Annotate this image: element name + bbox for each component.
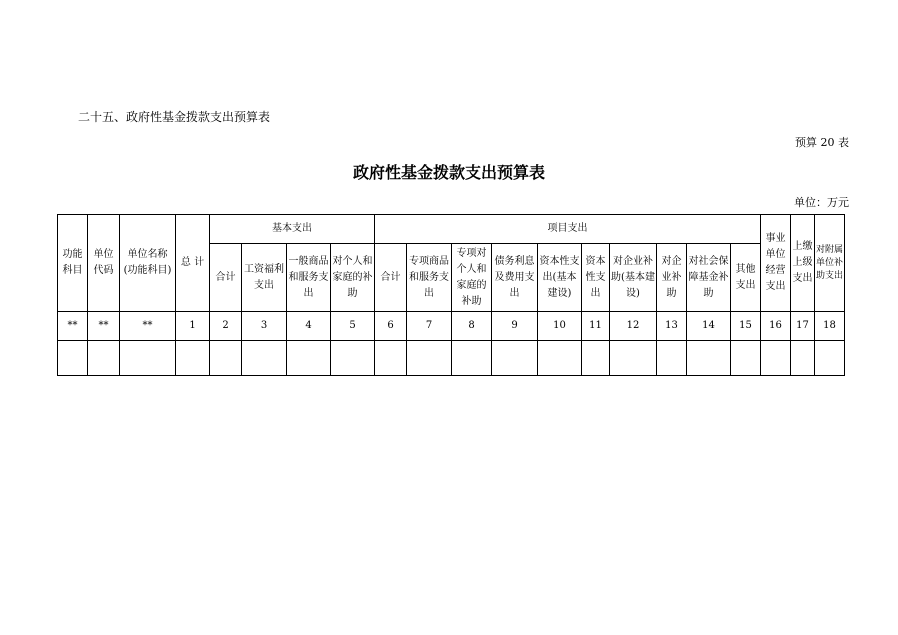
index-cell: 18 bbox=[815, 312, 845, 341]
header-project-col: 债务利息及费用支出 bbox=[492, 244, 538, 312]
header-project-col: 资本性支出 bbox=[582, 244, 610, 312]
empty-cell bbox=[761, 341, 791, 376]
empty-cell bbox=[287, 341, 331, 376]
header-func-subject: 功能科目 bbox=[58, 215, 88, 312]
index-cell: 14 bbox=[687, 312, 731, 341]
header-subsidiary: 对附属单位补助支出 bbox=[815, 215, 845, 312]
index-cell: 4 bbox=[287, 312, 331, 341]
header-project-group: 项目支出 bbox=[375, 215, 761, 244]
index-cell: 15 bbox=[731, 312, 761, 341]
index-cell: 8 bbox=[452, 312, 492, 341]
index-cell: 5 bbox=[331, 312, 375, 341]
index-cell: ** bbox=[88, 312, 120, 341]
index-cell: 10 bbox=[538, 312, 582, 341]
empty-cell bbox=[58, 341, 88, 376]
table-row-empty bbox=[58, 341, 845, 376]
header-unit-name: 单位名称(功能科目) bbox=[120, 215, 176, 312]
index-cell: 11 bbox=[582, 312, 610, 341]
header-enterprise: 事业单位经营支出 bbox=[761, 215, 791, 312]
empty-cell bbox=[538, 341, 582, 376]
index-cell: 3 bbox=[242, 312, 287, 341]
header-basic-col: 合计 bbox=[210, 244, 242, 312]
empty-cell bbox=[375, 341, 407, 376]
index-cell: 6 bbox=[375, 312, 407, 341]
index-cell: 12 bbox=[610, 312, 657, 341]
header-project-col: 资本性支出(基本建设) bbox=[538, 244, 582, 312]
header-project-col: 专项对个人和家庭的补助 bbox=[452, 244, 492, 312]
empty-cell bbox=[452, 341, 492, 376]
index-cell: 16 bbox=[761, 312, 791, 341]
index-cell: ** bbox=[58, 312, 88, 341]
empty-cell bbox=[610, 341, 657, 376]
header-basic-col: 对个人和家庭的补助 bbox=[331, 244, 375, 312]
header-basic-col: 一般商品和服务支出 bbox=[287, 244, 331, 312]
index-cell: ** bbox=[120, 312, 176, 341]
empty-cell bbox=[242, 341, 287, 376]
header-total: 总 计 bbox=[176, 215, 210, 312]
header-project-col: 对社会保障基金补助 bbox=[687, 244, 731, 312]
index-cell: 17 bbox=[791, 312, 815, 341]
header-project-col: 专项商品和服务支出 bbox=[407, 244, 452, 312]
empty-cell bbox=[791, 341, 815, 376]
empty-cell bbox=[210, 341, 242, 376]
unit-label: 单位：万元 bbox=[794, 196, 849, 209]
page-title: 政府性基金拨款支出预算表 bbox=[352, 163, 545, 182]
empty-cell bbox=[120, 341, 176, 376]
index-cell: 2 bbox=[210, 312, 242, 341]
index-cell: 13 bbox=[657, 312, 687, 341]
empty-cell bbox=[88, 341, 120, 376]
index-cell: 7 bbox=[407, 312, 452, 341]
index-cell: 9 bbox=[492, 312, 538, 341]
budget-table bbox=[57, 214, 845, 376]
empty-cell bbox=[657, 341, 687, 376]
section-title: 二十五、政府性基金拨款支出预算表 bbox=[78, 110, 271, 124]
header-basic-group: 基本支出 bbox=[210, 215, 375, 244]
header-unit-code: 单位代码 bbox=[88, 215, 120, 312]
empty-cell bbox=[331, 341, 375, 376]
empty-cell bbox=[687, 341, 731, 376]
header-project-col: 合计 bbox=[375, 244, 407, 312]
empty-cell bbox=[582, 341, 610, 376]
header-project-col: 对企业补助 bbox=[657, 244, 687, 312]
table-row-index bbox=[58, 312, 845, 341]
empty-cell bbox=[731, 341, 761, 376]
empty-cell bbox=[407, 341, 452, 376]
header-project-col: 其他支出 bbox=[731, 244, 761, 312]
empty-cell bbox=[815, 341, 845, 376]
header-basic-col: 工资福利支出 bbox=[242, 244, 287, 312]
header-upper: 上缴上级支出 bbox=[791, 215, 815, 312]
index-cell: 1 bbox=[176, 312, 210, 341]
header-project-col: 对企业补助(基本建设) bbox=[610, 244, 657, 312]
empty-cell bbox=[492, 341, 538, 376]
table-number: 预算 20 表 bbox=[795, 136, 849, 149]
empty-cell bbox=[176, 341, 210, 376]
